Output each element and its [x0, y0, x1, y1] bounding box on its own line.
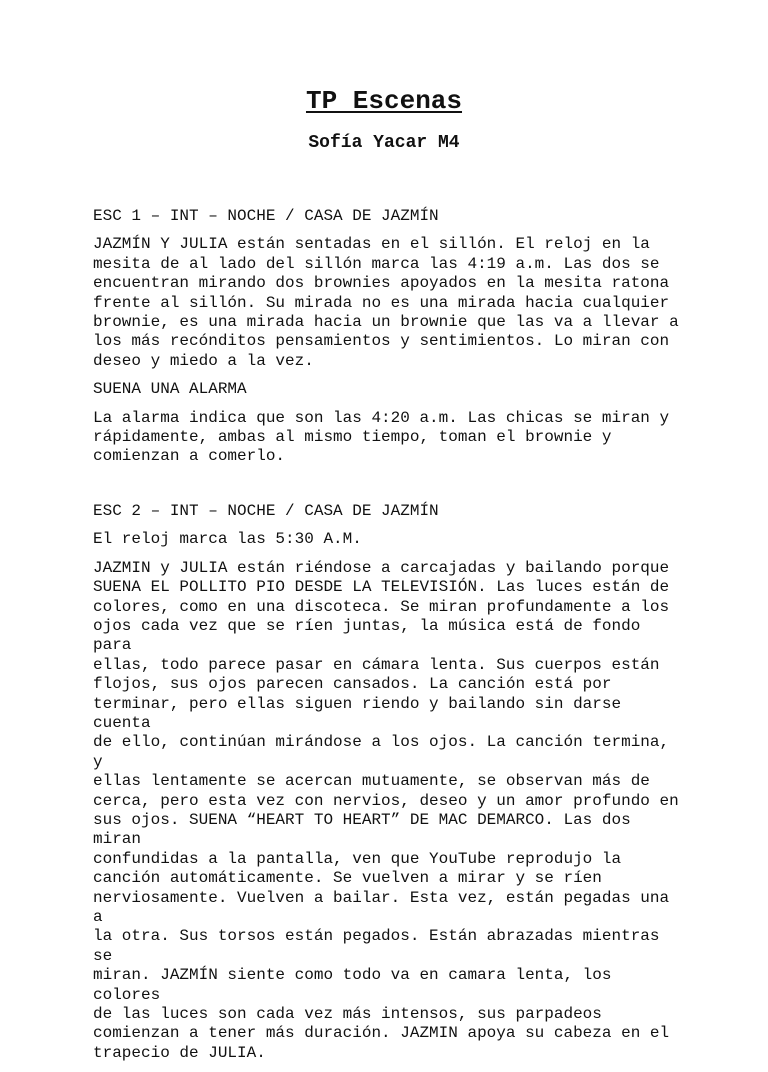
- document-title: TP Escenas: [305, 86, 463, 116]
- scene-1-heading: ESC 1 – INT – NOCHE / CASA DE JAZMÍN: [93, 207, 439, 225]
- scene-2-heading: ESC 2 – INT – NOCHE / CASA DE JAZMÍN: [93, 501, 439, 520]
- scene-2-paragraph-1: El reloj marca las 5:30 A.M.: [93, 530, 362, 549]
- scene-1-direction: SUENA UNA ALARMA: [93, 380, 247, 399]
- document-subtitle: Sofía Yacar M4: [308, 133, 460, 153]
- document-body: [93, 207, 683, 1072]
- scene-1-paragraph-1: JAZMÍN Y JULIA están sentadas en el sillón. El reloj en la mesita de al lado del sillón marca las 4:19 a.m. Las dos se encuentran mirando dos brownies apoyados en la mesita ratona frente al sillón. Su mirada no es una mirada hacia cualquier brownie, es una mirada hacia un brownie que las va a llevar a los más recónditos pensamientos y sentimientos. Lo miran con deseo y miedo a la vez.: [93, 235, 679, 370]
- scene-2-paragraph-2: JAZMIN y JULIA están riéndose a carcajadas y bailando porque SUENA EL POLLITO PIO DESDE LA TELEVISIÓN. Las luces están de colores, como en una discoteca. Se miran profundamente a los ojos cada vez que se ríen juntas, la música está de fondo para ellas, todo parece pasar en cámara lenta. Sus cuerpos están flojos, sus ojos parecen cansados. La canción está por terminar, pero ellas siguen riendo y bailando sin darse cuenta de ello, continúan mirándose a los ojos. La canción termina, y ellas lentamente se acercan mutuamente, se observan más de cerca, pero esta vez con nervios, deseo y un amor profundo en sus ojos. SUENA “HEART TO HEART” DE MAC DEMARCO. Las dos miran confundidas a la pantalla, ven que YouTube reprodujo la canción automáticamente. Se vuelven a mirar y se ríen nerviosamente. Vuelven a bailar. Esta vez, están pegadas una a la otra. Sus torsos están pegados. Están abrazadas mientras se miran. JAZMÍN siente como todo va en camara lenta, los colores de las luces son cada vez más intensos, sus parpadeos comienzan a tener más duración. JAZMIN apoya su cabeza en el trapecio de JULIA.: [93, 558, 679, 1062]
- scene-1-paragraph-2: La alarma indica que son las 4:20 a.m. Las chicas se miran y rápidamente, ambas al mismo tiempo, toman el brownie y comienzan a comerlo.: [93, 408, 670, 466]
